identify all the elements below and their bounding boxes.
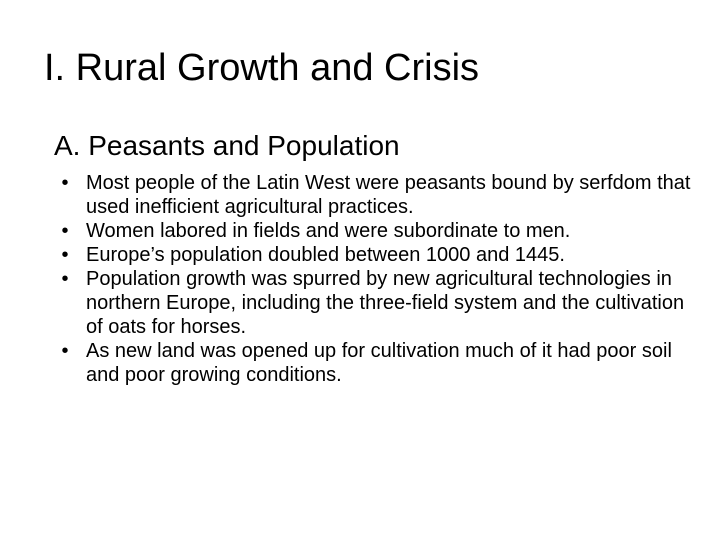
bullet-item (56, 339, 706, 387)
bullet-icon: • (61, 268, 69, 290)
slide-title: I. Rural Growth and Crisis (44, 47, 480, 89)
bullet-text: Most people of the Latin West were peasants bound by serfdom that used inefficient agricultural practices. (86, 172, 691, 218)
bullet-icon: • (61, 220, 69, 242)
bullet-text: Population growth was spurred by new agricultural technologies in northern Europe, including the three-field system and the cultivation of oats for horses. (86, 268, 685, 338)
bullet-icon: • (61, 340, 69, 362)
bullet-icon: • (61, 172, 69, 194)
bullet-item (56, 219, 706, 243)
bullet-text: As new land was opened up for cultivation much of it had poor soil and poor growing conditions. (86, 340, 672, 386)
bullet-text: Europe’s population doubled between 1000 and 1445. (86, 244, 565, 266)
bullet-item (56, 171, 706, 219)
bullet-text: Women labored in fields and were subordinate to men. (86, 220, 571, 242)
bullet-item (56, 267, 706, 339)
section-heading: A. Peasants and Population (54, 130, 400, 161)
bullet-list (56, 171, 706, 387)
bullet-item (56, 243, 706, 267)
bullet-icon: • (61, 244, 69, 266)
